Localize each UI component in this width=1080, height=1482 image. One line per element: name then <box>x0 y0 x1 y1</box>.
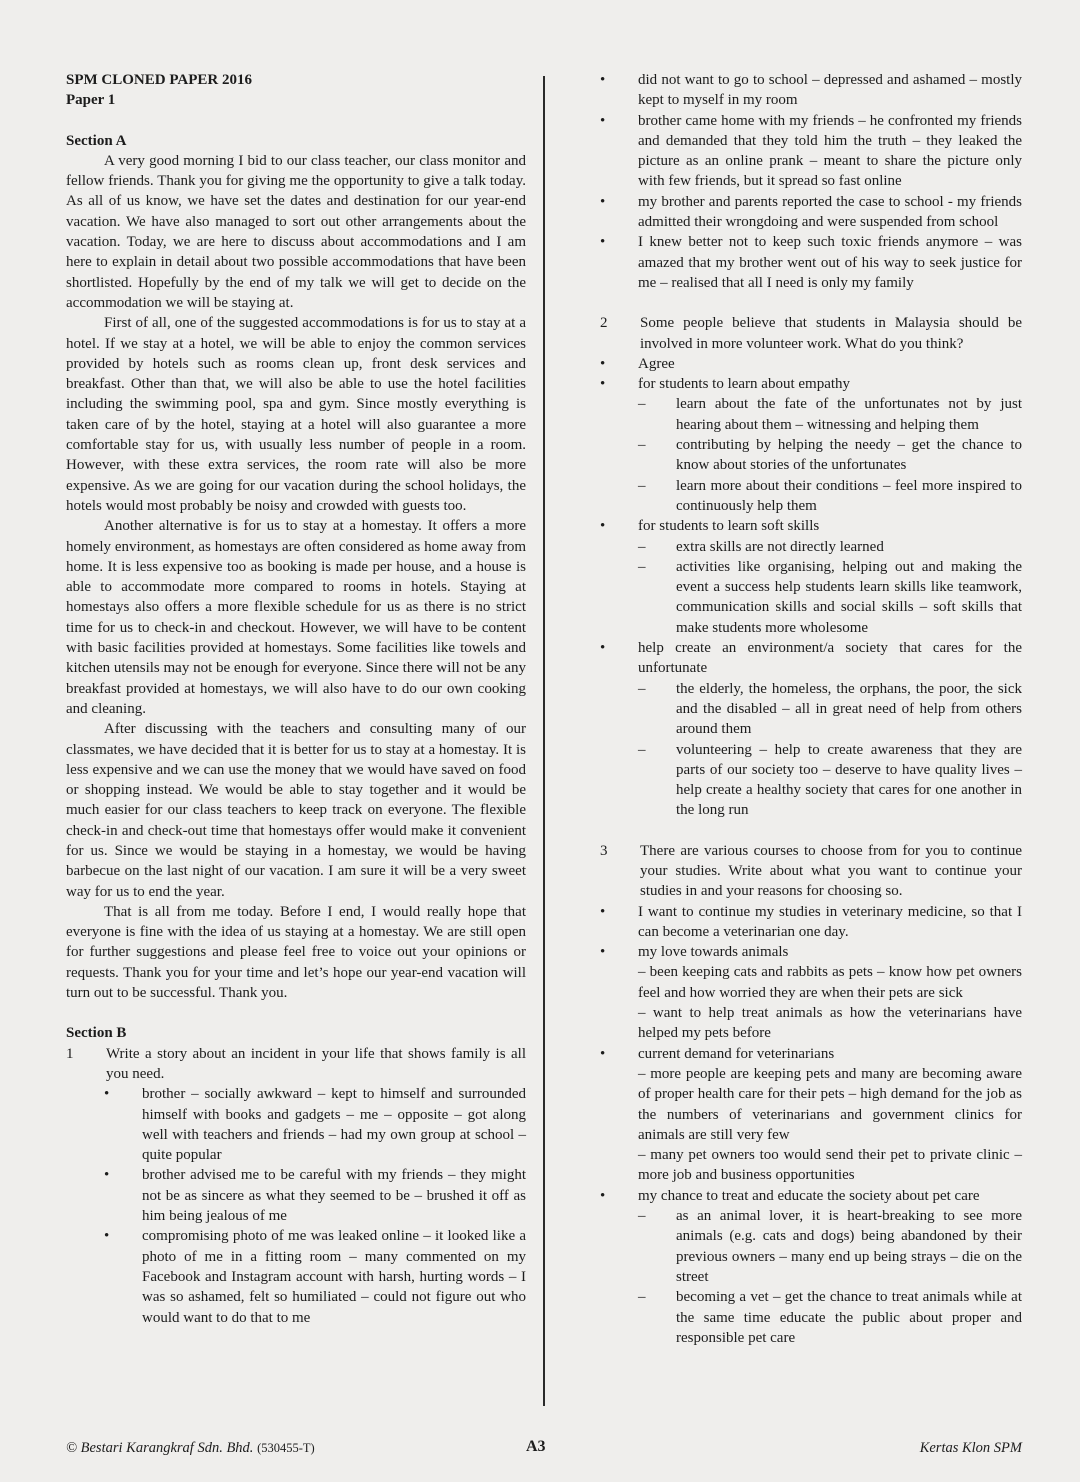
list-item <box>600 1044 1022 1186</box>
sub-point: – been keeping cats and rabbits as pets – know how pet owners feel and how worried they are when their pets are sick <box>638 964 1022 1001</box>
list-item-text: for students to learn about empathy <box>638 376 851 393</box>
list-item: • brother – socially awkward – kept to himself and surrounded himself with books and gadgets – me – opposite – got along well with teachers and friends – had my own group at school – quite popular <box>104 1084 526 1165</box>
list-item: • I knew better not to keep such toxic friends anymore – was amazed that my brother went out of his way to seek justice for me – realised that all I need is only my family <box>600 232 1022 293</box>
sub-points <box>638 679 1022 821</box>
question-number: 2 <box>600 315 608 332</box>
list-item: • brother came home with my friends – he confronted my friends and demanded that they told him the truth – they leaked the picture as an online prank – meant to share the picture only with few friends, but it spread so fast online <box>600 111 1022 192</box>
sub-point: – learn more about their conditions – feel more inspired to continuously help them <box>638 476 1022 517</box>
section-a-paragraph: First of all, one of the suggested accommodations is for us to stay at a hotel. If we stay at a hotel, we will be able to enjoy the common services provided by hotels such as rooms clean up, front desk services and breakfast. Other than that, we will also be able to use the hotel facilities including the swimming pool, spa and gym. Since mostly everything is taken care of by the hotel, staying at a hotel will also guarantee a more comfortable stay for us, with usually less number of people in a room. However, with these extra services, the room rate will also be more expensive. As we are going for our vacation during the school holidays, the hotels would most probably be noisy and crowded with guests too. <box>66 315 526 514</box>
section-a-paragraph: That is all from me today. Before I end, I would really hope that everyone is fine with the idea of us staying at a homestay. We are still open for further suggestions and please feel free to voice out your opinions or requests. Thank you for your time and let’s hope our year-end vacation will turn out to be successful. Thank you. <box>66 903 526 1002</box>
list-item <box>600 516 1022 638</box>
sub-point: – learn about the fate of the unfortunates not by just hearing about them – witnessing and helping them <box>638 394 1022 435</box>
section-a-paragraph: After discussing with the teachers and consulting many of our classmates, we have decided that it is better for us to stay at a homestay. It is less expensive and we can use the money that we would have saved on food or shopping instead. We would be able to stay together and it would be much easier for our class teachers to keep track on everyone. The flexible check-in and check-out time that homestays offer would make it convenient for us. Since we would be staying in a homestay, we would be having barbecue on the last night of our vacation. I am sure it will be a very sweet way for us to end the year. <box>66 721 526 900</box>
section-a-paragraph: Another alternative is for us to stay at a homestay. It offers a more homely environment, as homestays are often considered as home away from home. It is less expensive too as booking is made per house, and a house is able to accommodate more compared to rooms in hotels. Staying at homestays also offers a more flexible schedule for us as there is no strict time for us to check-in and checkout. However, we will have to be content with basic facilities provided at homestays. Some facilities like towels and kitchen utensils may not be enough for everyone. Since there will not be any breakfast provided at homestays, we will also have to do our own cooking and cleaning. <box>66 518 526 717</box>
sub-points <box>638 537 1022 638</box>
sub-point: – extra skills are not directly learned <box>638 537 1022 557</box>
question-number: 1 <box>66 1045 74 1062</box>
paper-title: SPM CLONED PAPER 2016 <box>66 72 252 88</box>
question-text: There are various courses to choose from for you to continue your studies. Write about what you want to continue your studies in and your reasons for choosing so. <box>640 842 1022 900</box>
publisher-reg-number: (530455-T) <box>257 1441 315 1455</box>
footer-publisher <box>66 1440 315 1457</box>
question-3 <box>600 841 1022 902</box>
sub-point: – volunteering – help to create awareness that they are parts of our society too – deserve to have quality lives – help create a healthy society that cares for one another in the long run <box>638 740 1022 821</box>
paper-number: Paper 1 <box>66 92 116 109</box>
right-column <box>600 70 1022 1348</box>
sub-point: – activities like organising, helping out and making the event a success help students learn skills like teamwork, communication skills and social skills – soft skills that make students more wholesome <box>638 557 1022 638</box>
list-item <box>600 374 1022 516</box>
question-text: Some people believe that students in Malaysia should be involved in more volunteer work. What do you think? <box>640 315 1022 352</box>
publisher-name: © Bestari Karangkraf Sdn. Bhd. <box>66 1440 254 1456</box>
sub-point: – many pet owners too would send their pet to private clinic – more job and business opportunities <box>638 1147 1022 1184</box>
question-2-points <box>600 354 1022 821</box>
section-a-paragraph: A very good morning I bid to our class teacher, our class monitor and fellow friends. Thank you for giving me the opportunity to give a talk today. As all of us know, we have set the dates and destination for our year-end vacation. We have also managed to sort out other arrangements about the vacation. Today, we are here to discuss about accommodations and I am here to explain in detail about two possible accommodations that have been shortlisted. Hopefully by the end of my talk we will get to decide on the accommodation we will be staying at. <box>66 152 526 311</box>
question-3-points <box>600 902 1022 1349</box>
list-item <box>600 942 1022 1043</box>
sub-point: – want to help treat animals as how the veterinarians have helped my pets before <box>638 1005 1022 1042</box>
question-number: 3 <box>600 842 608 859</box>
sub-points <box>638 1206 1022 1348</box>
question-1-points-continued <box>600 70 1022 293</box>
list-item <box>600 1186 1022 1348</box>
section-a-heading: Section A <box>66 132 127 149</box>
list-item-text: my chance to treat and educate the society about pet care <box>638 1187 980 1204</box>
list-item: • Agree <box>600 354 1022 374</box>
list-item <box>600 638 1022 821</box>
question-text: Write a story about an incident in your life that shows family is all you need. <box>106 1045 526 1082</box>
sub-point: – becoming a vet – get the chance to treat animals while at the same time educate the public about proper and responsible pet care <box>638 1287 1022 1348</box>
column-divider <box>543 76 545 1406</box>
footer-series: Kertas Klon SPM <box>919 1440 1022 1456</box>
question-2 <box>600 313 1022 354</box>
list-item: • brother advised me to be careful with my friends – they might not be as sincere as what they seemed to be – brushed it off as him being jealous of me <box>104 1165 526 1226</box>
list-item-text: current demand for veterinarians <box>638 1045 835 1062</box>
list-item: • my brother and parents reported the case to school - my friends admitted their wrongdoing and were suspended from school <box>600 192 1022 233</box>
list-item-text: my love towards animals <box>638 944 789 961</box>
list-item: • did not want to go to school – depressed and ashamed – mostly kept to myself in my room <box>600 70 1022 111</box>
sub-point: – contributing by helping the needy – get the chance to know about stories of the unfortunates <box>638 435 1022 476</box>
list-item: • I want to continue my studies in veterinary medicine, so that I can become a veterinarian one day. <box>600 902 1022 943</box>
sub-point: – more people are keeping pets and many are becoming aware of proper health care for their pets – high demand for the job as the numbers of veterinarians and government clinics for animals are still very few <box>638 1065 1022 1143</box>
question-1-points <box>66 1084 526 1328</box>
list-item: • compromising photo of me was leaked online – it looked like a photo of me in a fitting room – many commented on my Facebook and Instagram account with harsh, hurting words – I was so ashamed, felt so humiliated – could not figure out who would want to do that to me <box>104 1226 526 1327</box>
sub-points <box>638 394 1022 516</box>
section-b-heading: Section B <box>66 1025 127 1042</box>
page-number: A3 <box>526 1438 546 1455</box>
list-item-text: for students to learn soft skills <box>638 518 820 535</box>
question-1 <box>66 1044 526 1085</box>
list-item-text: help create an environment/a society that cares for the unfortunate <box>638 640 1022 677</box>
left-column <box>66 70 526 1328</box>
sub-point: – the elderly, the homeless, the orphans, the poor, the sick and the disabled – all in great need of help from others around them <box>638 679 1022 740</box>
sub-point: – as an animal lover, it is heart-breaking to see more animals (e.g. cats and dogs) being abandoned by their previous owners – many end up being strays – die on the street <box>638 1206 1022 1287</box>
